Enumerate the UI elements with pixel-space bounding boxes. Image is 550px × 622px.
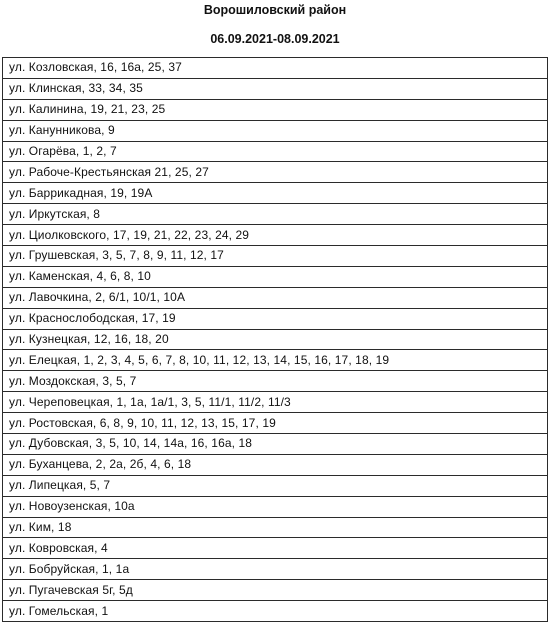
table-row: [3, 308, 548, 329]
table-row: [3, 204, 548, 225]
street-cell: ул. Дубовская, 3, 5, 10, 14, 14а, 16, 16а, 18: [3, 434, 548, 455]
street-cell: ул. Канунникова, 9: [3, 120, 548, 141]
street-cell: ул. Циолковского, 17, 19, 21, 22, 23, 24, 29: [3, 225, 548, 246]
table-row: [3, 413, 548, 434]
table-row: [3, 580, 548, 601]
street-cell: ул. Козловская, 16, 16а, 25, 37: [3, 58, 548, 79]
table-row: [3, 434, 548, 455]
table-row: [3, 559, 548, 580]
table-row: [3, 162, 548, 183]
table-row: [3, 454, 548, 475]
street-cell: ул. Лавочкина, 2, 6/1, 10/1, 10А: [3, 287, 548, 308]
street-cell: ул. Грушевская, 3, 5, 7, 8, 9, 11, 12, 17: [3, 246, 548, 267]
street-cell: ул. Каменская, 4, 6, 8, 10: [3, 266, 548, 287]
table-row: [3, 538, 548, 559]
table-row: [3, 183, 548, 204]
street-cell: ул. Ростовская, 6, 8, 9, 10, 11, 12, 13, 15, 17, 19: [3, 413, 548, 434]
table-row: [3, 517, 548, 538]
street-cell: ул. Калинина, 19, 21, 23, 25: [3, 99, 548, 120]
table-row: [3, 392, 548, 413]
address-table: [2, 57, 548, 622]
street-cell: ул. Краснослободская, 17, 19: [3, 308, 548, 329]
street-cell: ул. Иркутская, 8: [3, 204, 548, 225]
street-cell: ул. Новоузенская, 10а: [3, 496, 548, 517]
street-cell: ул. Баррикадная, 19, 19А: [3, 183, 548, 204]
table-row: [3, 329, 548, 350]
street-cell: ул. Огарёва, 1, 2, 7: [3, 141, 548, 162]
table-row: [3, 350, 548, 371]
table-row: [3, 141, 548, 162]
street-cell: ул. Ковровская, 4: [3, 538, 548, 559]
street-cell: ул. Моздокская, 3, 5, 7: [3, 371, 548, 392]
street-cell: ул. Кузнецкая, 12, 16, 18, 20: [3, 329, 548, 350]
date-range: 06.09.2021-08.09.2021: [210, 32, 340, 46]
street-cell: ул. Липецкая, 5, 7: [3, 475, 548, 496]
table-row: [3, 78, 548, 99]
table-row: [3, 601, 548, 622]
street-cell: ул. Пугачевская 5г, 5д: [3, 580, 548, 601]
street-cell: ул. Бобруйская, 1, 1а: [3, 559, 548, 580]
table-row: [3, 287, 548, 308]
table-row: [3, 371, 548, 392]
street-cell: ул. Буханцева, 2, 2а, 2б, 4, 6, 18: [3, 454, 548, 475]
street-cell: ул. Череповецкая, 1, 1а, 1а/1, 3, 5, 11/1, 11/2, 11/3: [3, 392, 548, 413]
street-cell: ул. Гомельская, 1: [3, 601, 548, 622]
table-row: [3, 58, 548, 79]
table-row: [3, 246, 548, 267]
street-cell: ул. Рабоче-Крестьянская 21, 25, 27: [3, 162, 548, 183]
address-table-body: [3, 58, 548, 622]
table-row: [3, 225, 548, 246]
table-row: [3, 120, 548, 141]
street-cell: ул. Клинская, 33, 34, 35: [3, 78, 548, 99]
table-row: [3, 496, 548, 517]
table-row: [3, 266, 548, 287]
street-cell: ул. Ким, 18: [3, 517, 548, 538]
table-row: [3, 475, 548, 496]
district-title: Ворошиловский район: [203, 3, 347, 17]
table-row: [3, 99, 548, 120]
street-cell: ул. Елецкая, 1, 2, 3, 4, 5, 6, 7, 8, 10, 11, 12, 13, 14, 15, 16, 17, 18, 19: [3, 350, 548, 371]
